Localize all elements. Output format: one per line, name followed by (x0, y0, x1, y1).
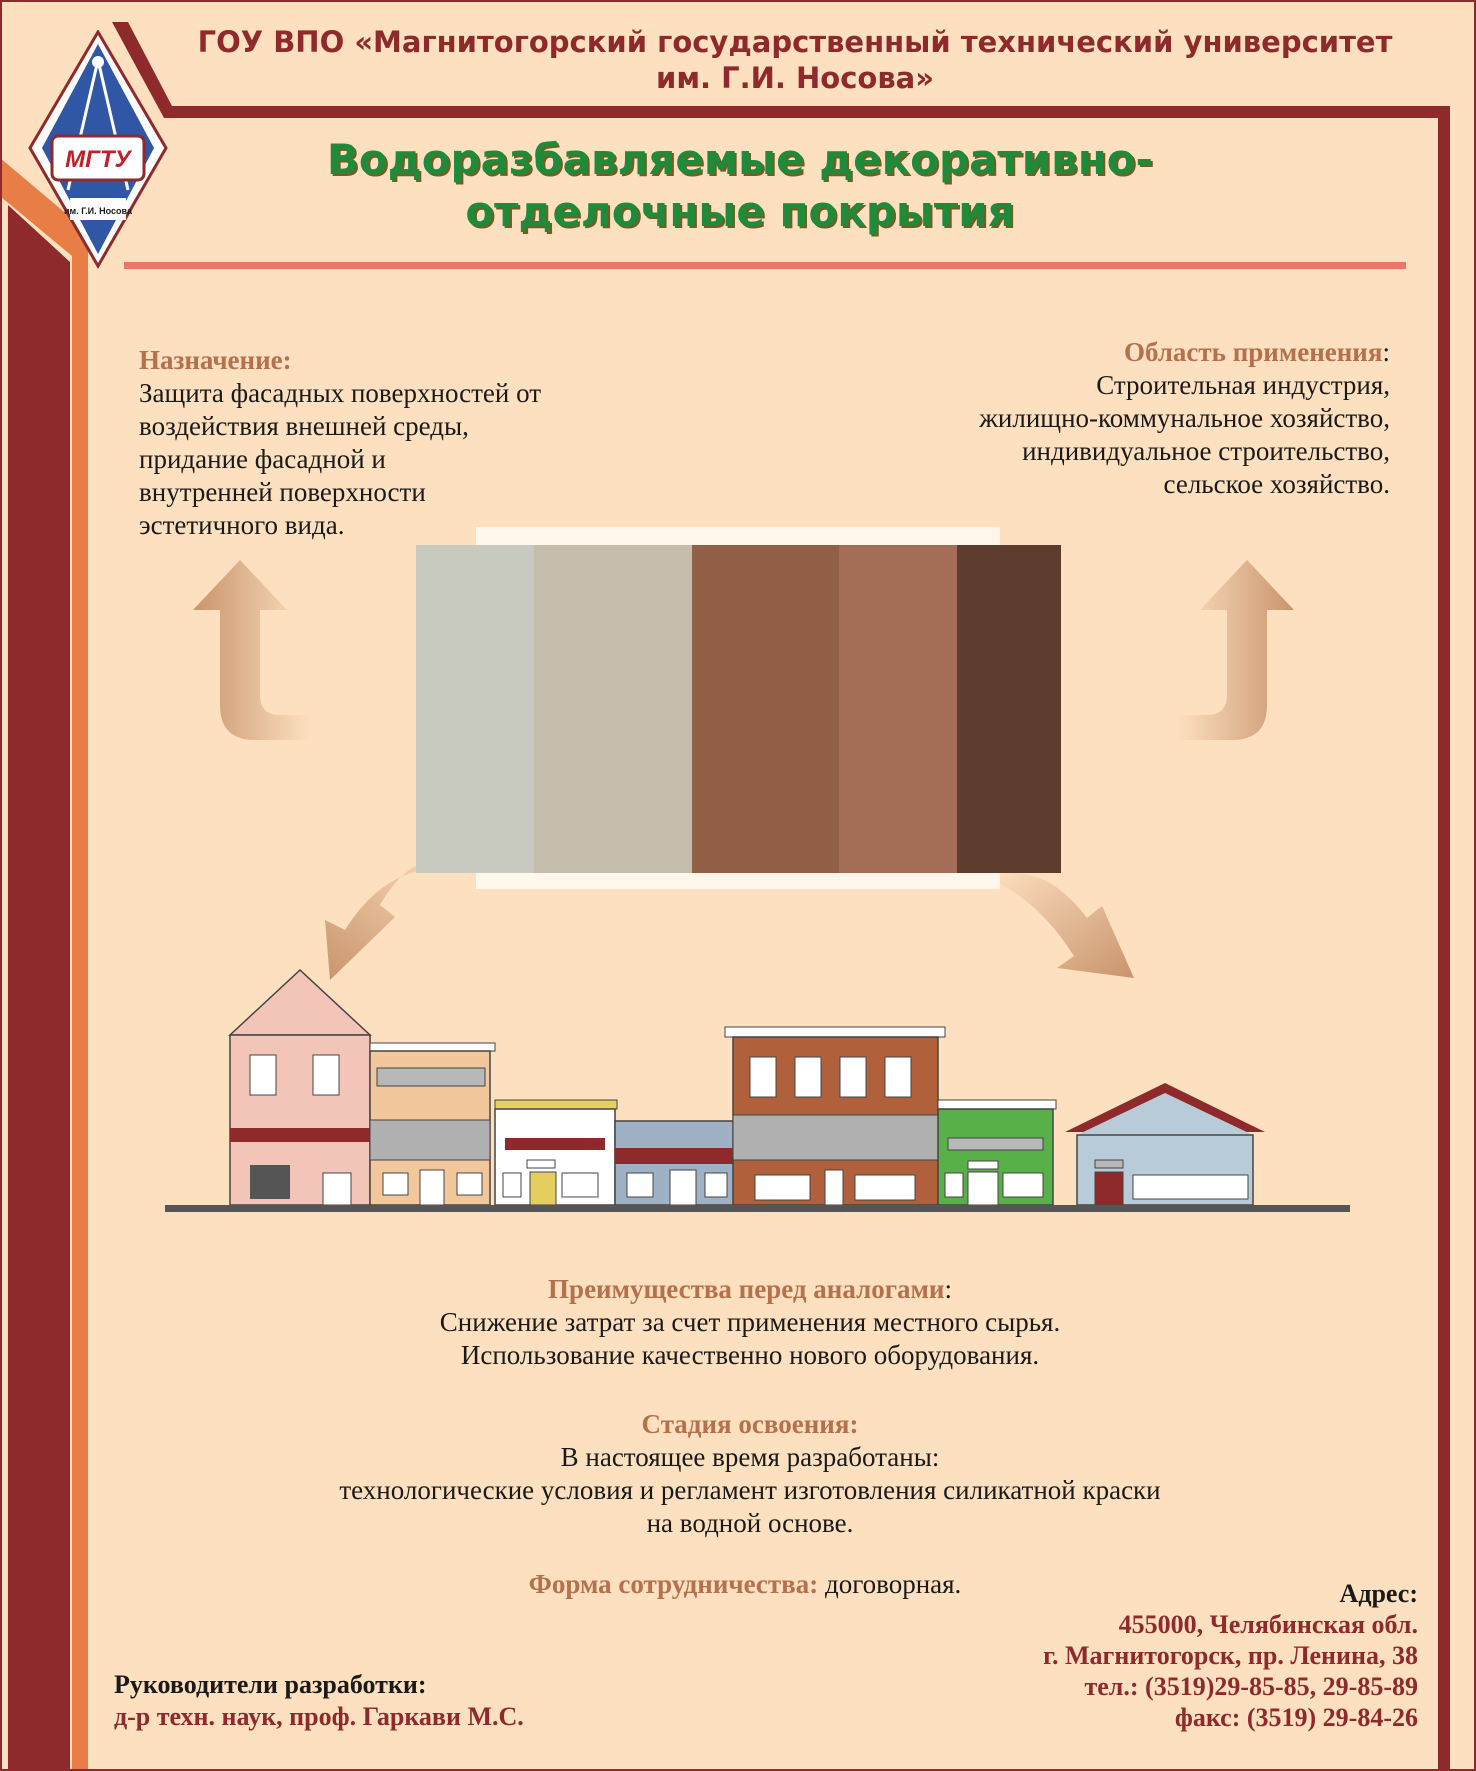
street-illustration (165, 965, 1355, 1255)
arrow-up-right-icon (1162, 555, 1302, 745)
application-line: Строительная индустрия, (1096, 370, 1390, 400)
purpose-heading: Назначение: (139, 345, 292, 375)
page-title-line2: отделочные покрытия (465, 187, 1015, 236)
stage-line: на водной основе. (646, 1508, 854, 1538)
house-white (495, 1100, 617, 1205)
page-title (240, 134, 1240, 238)
application-line: индивидуальное строительство, (1022, 436, 1390, 466)
advantages-heading: Преимущества перед аналогами (548, 1274, 945, 1304)
application-section (820, 336, 1390, 501)
purpose-line: Защита фасадных поверхностей от (139, 378, 542, 408)
university-name-line2: им. Г.И. Носова» (656, 61, 934, 95)
house-pink (230, 970, 370, 1205)
application-line: жилищно-коммунальное хозяйство, (979, 403, 1390, 433)
title-divider (124, 262, 1406, 269)
leaders-heading: Руководители разработки: (114, 1670, 427, 1699)
stage-line: В настоящее время разработаны: (560, 1442, 940, 1472)
stage-heading: Стадия освоения: (641, 1409, 859, 1439)
advantages-line: Снижение затрат за счет применения местного сырья. (439, 1307, 1061, 1337)
advantages-colon: : (944, 1274, 952, 1304)
page-title-line1: Водоразбавляемые декоративно- (326, 135, 1154, 184)
application-line: сельское хозяйство. (1163, 469, 1390, 499)
university-name (150, 24, 1440, 96)
house-warehouse (1065, 1083, 1265, 1205)
leaders-value: д-р техн. наук, проф. Гаркави М.С. (114, 1702, 524, 1731)
address-heading: Адрес: (1339, 1579, 1418, 1608)
cooperation-value: договорная. (818, 1569, 962, 1599)
address-block (900, 1578, 1418, 1733)
cooperation-heading: Форма сотрудничества: (528, 1569, 819, 1599)
color-swatch (534, 545, 692, 873)
house-brick (725, 1027, 945, 1205)
purpose-line: воздействия внешней среды, (139, 411, 469, 441)
purpose-line: внутренней поверхности (139, 477, 426, 507)
logo-text: МГТУ (65, 146, 131, 173)
university-logo (28, 30, 168, 270)
arrow-up-left-icon (185, 555, 325, 745)
advantages-section (200, 1273, 1300, 1372)
house-orange (370, 1043, 495, 1205)
purpose-line: эстетичного вида. (139, 510, 345, 540)
color-swatches (416, 545, 1061, 873)
application-colon: : (1382, 337, 1390, 367)
application-heading: Область применения (1123, 337, 1383, 367)
color-swatch (957, 545, 1061, 873)
house-blue (615, 1121, 735, 1205)
leaders-block (114, 1669, 814, 1733)
address-line: 455000, Челябинская обл. (1118, 1610, 1418, 1639)
address-phone: тел.: (3519)29-85-85, 29-85-89 (1084, 1672, 1418, 1701)
university-name-line1: ГОУ ВПО «Магнитогорский государственный технический университет (197, 25, 1393, 59)
color-swatch (839, 545, 957, 873)
advantages-line: Использование качественно нового оборудования. (460, 1340, 1040, 1370)
color-swatch (416, 545, 534, 873)
color-swatch (692, 545, 839, 873)
stage-line: технологические условия и регламент изготовления силикатной краски (339, 1475, 1161, 1505)
stage-section (200, 1408, 1300, 1540)
address-line: г. Магнитогорск, пр. Ленина, 38 (1043, 1641, 1418, 1670)
purpose-section (139, 344, 659, 542)
logo-subtext: им. Г.И. Носова (64, 206, 132, 216)
address-fax: факс: (3519) 29-84-26 (1174, 1703, 1418, 1732)
purpose-line: придание фасадной и (139, 444, 386, 474)
house-green (938, 1100, 1056, 1205)
